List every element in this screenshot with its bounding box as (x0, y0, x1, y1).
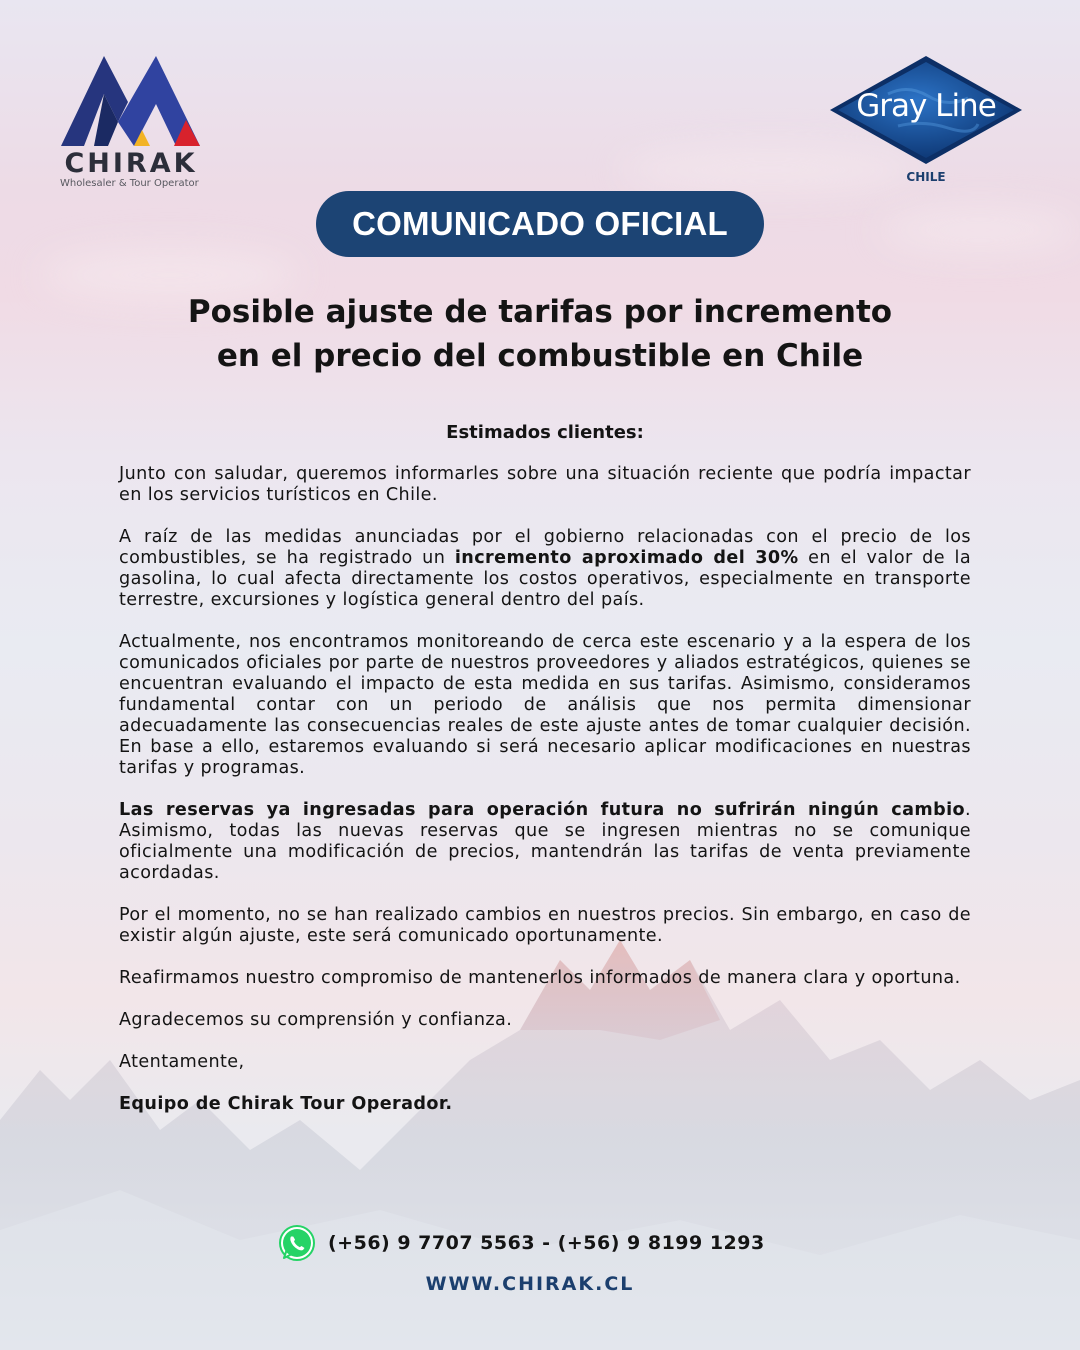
signature (119, 1094, 971, 1115)
paragraph-7: Agradecemos su comprensión y confianza. (119, 1010, 513, 1030)
paragraph-4 (119, 800, 971, 884)
greeting: Estimados clientes: (446, 422, 644, 443)
paragraph-4-text: . Asimismo, todas las nuevas reservas que se ingresen mientras no se comunique oficialmente una modificación de precios, mantendrán las tarifas de venta previamente acordadas. (119, 800, 971, 883)
website-link[interactable]: WWW.CHIRAK.CL (425, 1273, 635, 1295)
paragraph-2-highlight: incremento aproximado del 30% (454, 548, 799, 568)
chirak-mountain-icon (58, 50, 208, 150)
whatsapp-icon[interactable] (278, 1224, 316, 1262)
chirak-logo-tagline: Wholesaler & Tour Operator (60, 178, 199, 189)
page-title (140, 290, 940, 378)
paragraph-1: Junto con saludar, queremos informarles sobre una situación reciente que podría impactar en los servicios turísticos en Chile. (119, 464, 971, 505)
cloud (880, 210, 1080, 250)
chirak-logo (58, 50, 208, 192)
closing: Atentamente, (119, 1052, 245, 1072)
paragraph-4-highlight: Las reservas ya ingresadas para operación futura no sufrirán ningún cambio (119, 800, 965, 820)
phone-numbers[interactable]: (+56) 9 7707 5563 - (+56) 9 8199 1293 (328, 1232, 765, 1254)
grayline-logo (828, 54, 1024, 186)
grayline-logo-name: Gray Line (856, 88, 996, 124)
contact-line (278, 1223, 765, 1263)
paragraph-2-text-b: en el valor de la gasolina, lo cual afecta directamente los costos operativos, especialmente en transporte terrestre, excursiones y logística general dentro del país. (119, 548, 971, 610)
paragraph-6: Reafirmamos nuestro compromiso de mantenerlos informados de manera clara y oportuna. (119, 968, 961, 988)
page-title-line-2: en el precio del combustible en Chile (216, 338, 864, 374)
page-title-line-1: Posible ajuste de tarifas por incremento (187, 294, 893, 330)
signature-text: Equipo de Chirak Tour Operador. (119, 1094, 453, 1114)
paragraph-2-text-a: A raíz de las medidas anunciadas por el gobierno relacionadas con el precio de los combustibles, se ha registrado un (119, 527, 971, 568)
grayline-logo-country: CHILE (906, 170, 946, 184)
chirak-logo-name: CHIRAK (64, 148, 198, 179)
comunicado-badge: COMUNICADO OFICIAL (316, 191, 764, 257)
paragraph-5: Por el momento, no se han realizado cambios en nuestros precios. Sin embargo, en caso de existir algún ajuste, este será comunicado oportunamente. (119, 905, 971, 946)
paragraph-2 (119, 527, 971, 611)
letter-body (119, 464, 971, 1136)
paragraph-3: Actualmente, nos encontramos monitoreando de cerca este escenario y a la espera de los comunicados oficiales por parte de nuestros proveedores y aliados estratégicos, quienes se encuentran evaluando el impacto de esta medida en sus tarifas. Asimismo, consideramos fundamental contar con un periodo de análisis que nos permita dimensionar adecuadamente las consecuencias reales de este ajuste antes de tomar cualquier decisión. En base a ello, estaremos evaluando si será necesario aplicar modificaciones en nuestras tarifas y programas. (119, 632, 971, 778)
